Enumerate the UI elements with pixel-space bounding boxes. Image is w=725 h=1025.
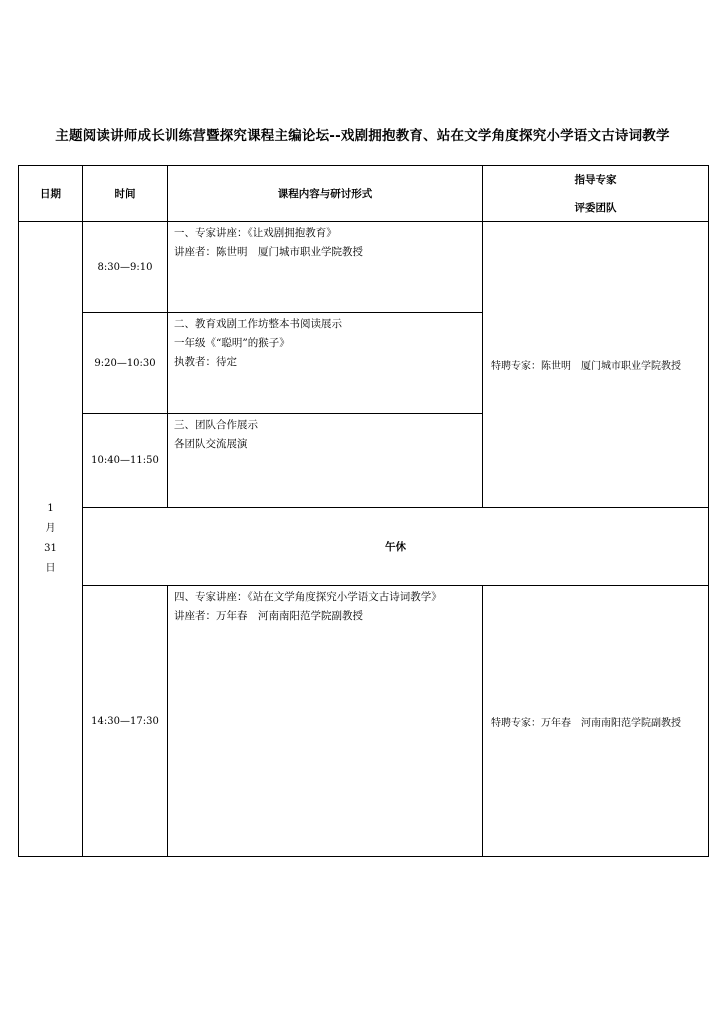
session-time: 14:30—17:30	[83, 586, 168, 857]
session-detail: 一年级《“聪明”的猴子》	[174, 337, 290, 349]
session-content	[168, 586, 483, 857]
date-cell: 1 月 31 日	[19, 222, 83, 857]
header-time: 时间	[83, 166, 168, 222]
header-expert-line2: 评委团队	[574, 201, 617, 214]
session-time: 9:20—10:30	[83, 313, 168, 414]
header-row	[19, 166, 709, 222]
session-time: 10:40—11:50	[83, 414, 168, 508]
table-row	[19, 222, 709, 313]
session-time: 8:30—9:10	[83, 222, 168, 313]
header-expert-line1: 指导专家	[574, 173, 617, 186]
session-content	[168, 313, 483, 414]
session-title: 三、团队合作展示	[174, 419, 258, 431]
session-detail: 讲座者：万年春 河南南阳范学院副教授	[174, 610, 363, 622]
session-detail: 各团队交流展演	[174, 438, 248, 450]
header-content: 课程内容与研讨形式	[168, 166, 483, 222]
header-expert	[483, 166, 709, 222]
expert-cell-morning: 特聘专家：陈世明 厦门城市职业学院教授	[483, 222, 709, 508]
session-title: 二、教育戏剧工作坊整本书阅读展示	[174, 318, 342, 330]
header-date: 日期	[19, 166, 83, 222]
session-detail: 执教者：待定	[174, 356, 237, 368]
expert-cell-afternoon: 特聘专家：万年春 河南南阳范学院副教授	[483, 586, 709, 857]
session-content	[168, 414, 483, 508]
lunch-row	[19, 508, 709, 586]
table-row	[19, 586, 709, 857]
schedule-table	[18, 165, 709, 857]
document-title: 主题阅读讲师成长训练营暨探究课程主编论坛--戏剧拥抱教育、站在文学角度探究小学语文古诗词教学	[55, 128, 670, 144]
session-title: 四、专家讲座：《站在文学角度探究小学语文古诗词教学》	[174, 591, 442, 603]
session-content	[168, 222, 483, 313]
session-title: 一、专家讲座：《让戏剧拥抱教育》	[174, 227, 337, 239]
lunch-break: 午休	[83, 508, 709, 586]
session-detail: 讲座者：陈世明 厦门城市职业学院教授	[174, 246, 363, 258]
